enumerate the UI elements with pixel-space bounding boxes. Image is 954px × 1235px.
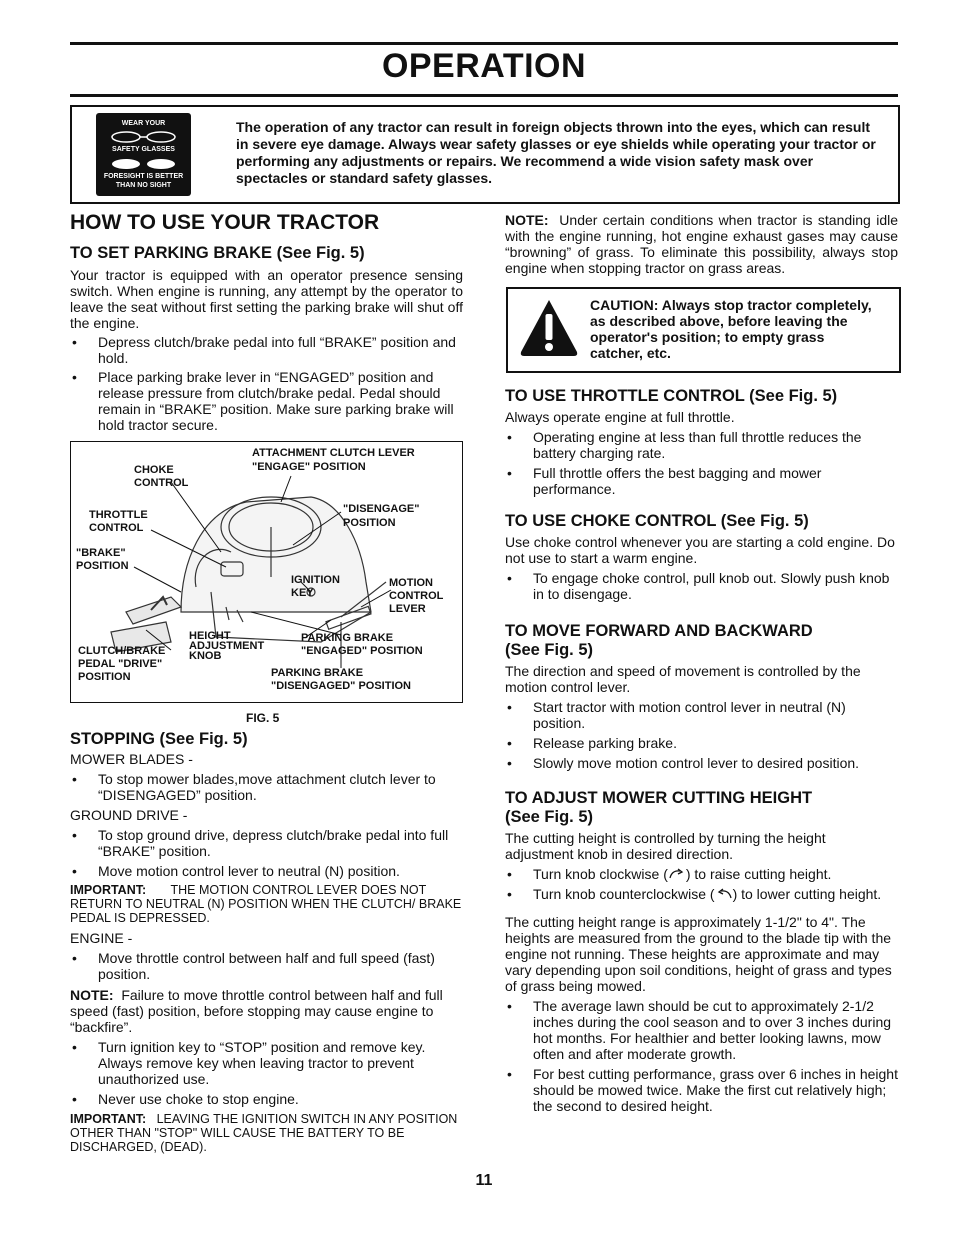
list-item: • Move throttle control between half and full speed (fast) position. <box>70 950 463 982</box>
figure-caption: FIG. 5 <box>246 711 280 725</box>
note-backfire <box>70 987 463 1035</box>
list-item-text: ) to lower cutting height. <box>732 886 882 902</box>
label-throttle-control: CONTROL <box>89 522 144 534</box>
important-note-1 <box>70 883 463 925</box>
label-disengage: "DISENGAGE" <box>343 503 420 515</box>
label-height: HEIGHT <box>189 630 231 642</box>
caution-text: CAUTION: Always stop tractor completely, as described above, before leaving the operator's position; to empty grass catcher, etc. <box>590 297 872 361</box>
label-brake-position: POSITION <box>76 560 129 572</box>
list-item: • To engage choke control, pull knob out. Slowly push knob in to disengage. <box>505 570 898 602</box>
parking-brake-heading: TO SET PARKING BRAKE (See Fig. 5) <box>70 244 365 262</box>
list-item: • Turn ignition key to “STOP” position and remove key. Always remove key when leaving tractor to prevent unauthorized use. <box>70 1039 463 1087</box>
label-height-adjustment: ADJUSTMENT <box>189 640 265 652</box>
label-parking-brake-disengaged: PARKING BRAKE <box>271 667 364 679</box>
label-parking-brake-engaged: PARKING BRAKE <box>301 632 394 644</box>
label-ignition: IGNITION <box>291 574 340 586</box>
list-item-text: Turn knob clockwise ( <box>533 866 668 882</box>
note-label: NOTE: <box>505 212 549 228</box>
right-column-bottom <box>505 387 898 1114</box>
label-motion-control: CONTROL <box>389 590 444 602</box>
parking-brake-intro: Your tractor is equipped with an operator presence sensing switch. When engine is running, any attempt by the operator to leave the seat without first setting the parking brake will shut off the engine. <box>70 267 463 331</box>
caution-box <box>506 287 901 373</box>
list-item-text: ) to raise cutting height. <box>685 866 832 882</box>
label-disengage-position: POSITION <box>343 517 396 529</box>
badge-line-2: SAFETY GLASSES <box>112 146 175 153</box>
list-item: • Never use choke to stop engine. <box>70 1091 463 1107</box>
label-parking-brake-disengaged-position: "DISENGAGED" POSITION <box>271 680 412 692</box>
safety-glasses-icon <box>106 130 181 144</box>
label-attachment-clutch: ATTACHMENT CLUTCH LEVER <box>252 447 415 459</box>
counterclockwise-arrow-icon <box>715 888 733 900</box>
label-choke-control: CONTROL <box>134 477 189 489</box>
list-item: • Slowly move motion control lever to desired position. <box>505 755 898 771</box>
important-note-2 <box>70 1112 463 1154</box>
choke-heading: TO USE CHOKE CONTROL (See Fig. 5) <box>505 512 809 530</box>
list-item: • Start tractor with motion control lever in neutral (N) position. <box>505 699 898 731</box>
list-item: • To stop ground drive, depress clutch/brake pedal into full “BRAKE” position. <box>70 827 463 859</box>
subheading-ground-drive: GROUND DRIVE - <box>70 807 188 823</box>
safety-glasses-badge <box>96 113 191 196</box>
note-text: Under certain conditions when tractor is standing idle with the engine running, hot engine exhaust gases may cause “browning” of grass. To eliminate this possibility, always stop engine when stopping tractor on grass areas. <box>505 212 899 276</box>
badge-line-4: THAN NO SIGHT <box>115 182 172 189</box>
cutting-height-heading-see: (See Fig. 5) <box>505 808 594 826</box>
list-item: • Depress clutch/brake pedal into full “BRAKE” position and hold. <box>70 334 463 366</box>
label-clutch-brake: CLUTCH/BRAKE <box>78 645 166 657</box>
label-motion-lever: LEVER <box>389 603 426 615</box>
cutting-height-heading: TO ADJUST MOWER CUTTING HEIGHT <box>505 789 813 807</box>
left-column <box>70 211 463 433</box>
label-parking-brake-engaged-position: "ENGAGED" POSITION <box>301 645 423 657</box>
section-heading: HOW TO USE YOUR TRACTOR <box>70 211 380 234</box>
cutting-height-range-paragraph: The cutting height range is approximately 1-1/2" to 4". The heights are measured from the ground to the blade tip with the engine not running. These heights are approximate and may vary depending upon soil conditions, height of grass and types of grass being mowed. <box>505 914 892 994</box>
header-top-rule <box>70 42 898 45</box>
label-clutch-pedal-drive: PEDAL "DRIVE" <box>78 658 163 670</box>
important-text: THE MOTION CONTROL LEVER DOES NOT RETURN TO NEUTRAL (N) POSITION WHEN THE CLUTCH/ BRAKE PEDAL IS DEPRESSED. <box>70 883 462 925</box>
figure-5-diagram <box>70 441 463 703</box>
label-throttle: THROTTLE <box>89 509 148 521</box>
label-motion: MOTION <box>389 577 433 589</box>
forward-backward-heading: TO MOVE FORWARD AND BACKWARD <box>505 622 813 640</box>
list-item: • Operating engine at less than full throttle reduces the battery charging rate. <box>505 429 898 461</box>
list-item: • Place parking brake lever in “ENGAGED” position and release pressure from clutch/brake pedal. Pedal should remain in “BRAKE” position. Make sure parking brake will hold tractor secure. <box>70 369 463 433</box>
label-height-knob: KNOB <box>189 650 222 662</box>
stopping-heading: STOPPING (See Fig. 5) <box>70 730 248 748</box>
label-ignition-key: KEY <box>291 587 314 599</box>
badge-line-3: FORESIGHT IS BETTER <box>103 173 184 180</box>
label-clutch-position: POSITION <box>78 671 131 683</box>
list-item-text: Turn knob counterclockwise ( <box>533 886 715 902</box>
throttle-intro: Always operate engine at full throttle. <box>505 409 735 425</box>
subheading-mower-blades: MOWER BLADES - <box>70 751 193 767</box>
note-label: NOTE: <box>70 987 114 1003</box>
throttle-heading: TO USE THROTTLE CONTROL (See Fig. 5) <box>505 387 838 405</box>
forward-backward-heading-see: (See Fig. 5) <box>505 641 594 659</box>
list-item: • For best cutting performance, grass over 6 inches in height should be mowed twice. Make the first cut relatively high; the second to desired height. <box>505 1066 898 1114</box>
clockwise-arrow-icon <box>668 868 686 880</box>
important-label: IMPORTANT: <box>70 883 147 897</box>
page-number: 11 <box>475 1172 493 1189</box>
note-text: Failure to move throttle control between half and full speed (fast) position, before stopping may cause engine to “backfire”. <box>70 987 443 1035</box>
right-column-top <box>505 212 898 276</box>
safety-warning-box <box>70 105 900 204</box>
subheading-engine: ENGINE - <box>70 930 133 946</box>
list-item <box>505 866 898 882</box>
safety-glasses-icon <box>106 157 181 171</box>
warning-triangle-icon <box>518 297 580 359</box>
important-label: IMPORTANT: <box>70 1112 147 1126</box>
list-item: • Full throttle offers the best bagging and mower performance. <box>505 465 898 497</box>
label-attachment-clutch-engage: "ENGAGE" POSITION <box>252 461 366 473</box>
page-title: OPERATION <box>381 47 587 85</box>
safety-warning-text: The operation of any tractor can result in foreign objects thrown into the eyes, which can result in severe eye damage. Always wear safety glasses or eye shields while operating your tractor or performing any adjustments or repairs. We recommend a wide vision safety mask over spectacles or standard safety glasses. <box>236 119 876 186</box>
label-brake: "BRAKE" <box>76 547 126 559</box>
badge-line-1: WEAR YOUR <box>121 120 166 127</box>
exhaust-note <box>505 212 898 276</box>
important-text: LEAVING THE IGNITION SWITCH IN ANY POSITION OTHER THAN "STOP" WILL CAUSE THE BATTERY TO BE DISCHARGED, (DEAD). <box>70 1112 458 1154</box>
list-item: • The average lawn should be cut to approximately 2-1/2 inches during the cool season and to over 3 inches during hot months. For healthier and better looking lawns, mow often and after moderate growth. <box>505 998 898 1062</box>
list-item: • Release parking brake. <box>505 735 898 751</box>
stopping-section <box>70 730 463 1154</box>
list-item: • Move motion control lever to neutral (N) position. <box>70 863 463 879</box>
list-item <box>505 886 898 902</box>
cutting-height-intro: The cutting height is controlled by turning the height adjustment knob in desired direction. <box>505 830 826 862</box>
forward-intro: The direction and speed of movement is controlled by the motion control lever. <box>505 663 861 695</box>
label-choke: CHOKE <box>134 464 174 476</box>
header-bottom-rule <box>70 94 898 97</box>
choke-intro: Use choke control whenever you are starting a cold engine. Do not use to start a warm engine. <box>505 534 895 566</box>
list-item: • To stop mower blades,move attachment clutch lever to “DISENGAGED” position. <box>70 771 463 803</box>
